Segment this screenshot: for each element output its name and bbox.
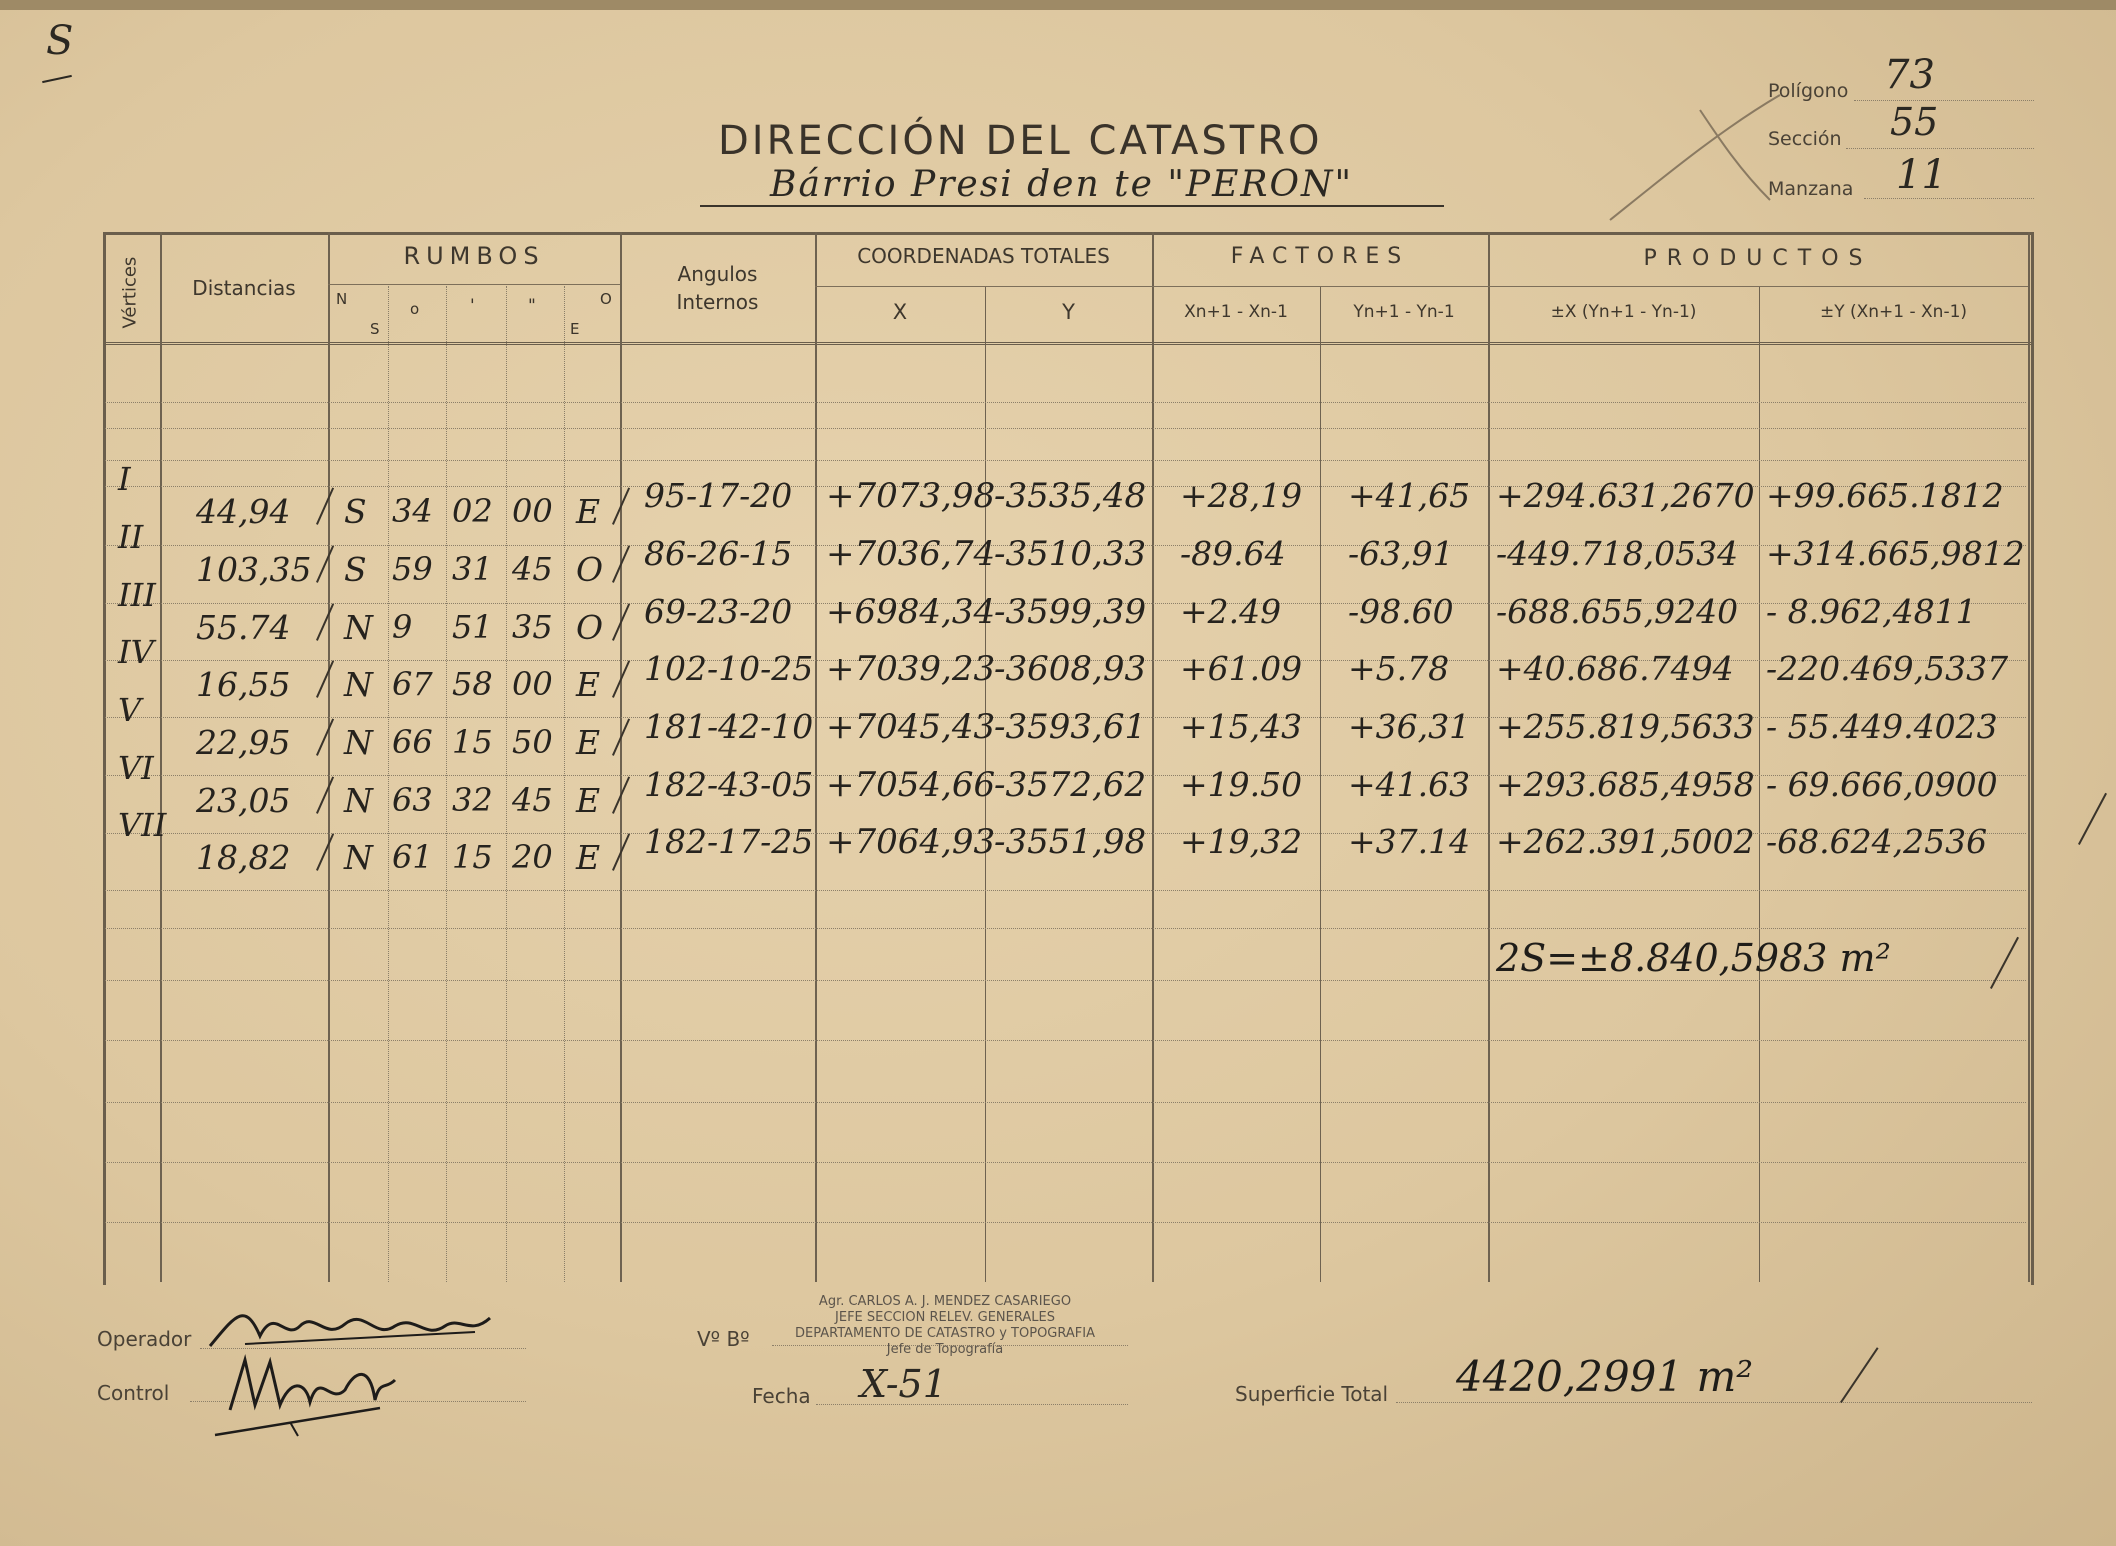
- bearing-deg-cell: 67: [392, 665, 433, 703]
- coord-x-cell: +7045,43: [826, 707, 996, 747]
- vertex-cell: III: [118, 576, 156, 614]
- ruled-line: [105, 980, 2026, 981]
- factor-x-cell: +15,43: [1180, 707, 1303, 746]
- coord-x-cell: +7039,23: [826, 649, 996, 689]
- vertex-cell: V: [118, 691, 142, 729]
- bearing-min-cell: 31: [452, 550, 493, 588]
- bearing-sec-cell: 00: [512, 492, 553, 530]
- form-subtitle: Bárrio Presi den te "PERON": [770, 164, 1354, 205]
- product-x-cell: +255.819,5633: [1496, 707, 1755, 746]
- factor-y-cell: +41.63: [1348, 765, 1471, 804]
- factor-x-cell: +19,32: [1180, 822, 1303, 861]
- corner-stroke: [42, 75, 72, 83]
- rumbos-s: S: [370, 320, 380, 338]
- bearing-eo-cell: E: [576, 838, 601, 877]
- rumbos-n: N: [336, 290, 348, 308]
- bearing-ns-cell: N: [344, 608, 373, 647]
- bearing-ns-cell: S: [344, 492, 367, 531]
- vertex-cell: IV: [118, 633, 154, 671]
- operador-label: Operador: [97, 1327, 192, 1351]
- coord-x-cell: +7036,74: [826, 534, 996, 574]
- pencil-cross-mark: [1600, 90, 1790, 230]
- rumbos-subrule: [328, 284, 620, 285]
- factores-header: FACTORES: [1230, 244, 1410, 269]
- control-signature: [210, 1350, 410, 1440]
- distance-cell: 18,82: [196, 838, 291, 877]
- vertex-cell: II: [118, 518, 144, 556]
- col-line: [620, 232, 622, 1282]
- y-header: Y: [1062, 300, 1075, 324]
- rumbos-subline: [506, 286, 507, 1282]
- py-header: ±Y (Xn+1 - Xn-1): [1819, 302, 1968, 322]
- superficie-label: Superficie Total: [1235, 1382, 1389, 1406]
- manzana-value: 11: [1896, 152, 1947, 198]
- product-x-cell: -449.718,0534: [1496, 534, 1739, 573]
- angulos-header-1: Angulos: [677, 262, 758, 286]
- bearing-ns-cell: N: [344, 781, 373, 820]
- col-line: [160, 232, 162, 1282]
- factor-y-cell: -98.60: [1348, 592, 1454, 631]
- fy-header: Yn+1 - Yn-1: [1353, 302, 1455, 322]
- stamp-line: Jefe de Topografía: [886, 1342, 1004, 1357]
- angle-cell: 102-10-25: [644, 649, 814, 688]
- bearing-eo-cell: E: [576, 665, 601, 704]
- angle-cell: 95-17-20: [644, 476, 793, 515]
- factor-x-cell: +28,19: [1180, 476, 1303, 515]
- col-line: [1320, 286, 1321, 1282]
- control-label: Control: [97, 1381, 170, 1405]
- bearing-deg-cell: 61: [392, 838, 433, 876]
- angle-cell: 69-23-20: [644, 592, 793, 631]
- paper-edge: [0, 0, 2116, 10]
- rumbos-sec: ": [528, 296, 536, 316]
- superficie-line: [1396, 1402, 2032, 1403]
- coord-x-cell: +6984,34: [826, 592, 996, 632]
- poligono-line: [1854, 100, 2034, 101]
- coord-x-cell: +7064,93: [826, 822, 996, 862]
- bearing-sec-cell: 45: [512, 781, 553, 819]
- ruled-line: [105, 928, 2026, 929]
- form-title: DIRECCIÓN DEL CATASTRO: [718, 118, 1323, 164]
- rumbos-min: ': [470, 296, 475, 316]
- check-mark: [1840, 1347, 1879, 1403]
- productos-header: PRODUCTOS: [1643, 246, 1873, 271]
- bearing-deg-cell: 63: [392, 781, 433, 819]
- angle-cell: 182-43-05: [644, 765, 814, 804]
- distance-cell: 16,55: [196, 665, 291, 704]
- coord-x-cell: +7073,98: [826, 476, 996, 516]
- vertex-cell: VII: [118, 806, 167, 844]
- bearing-eo-cell: O: [576, 550, 604, 589]
- coord-y-cell: -3608,93: [994, 649, 1147, 689]
- coord-y-cell: -3551,98: [994, 822, 1147, 862]
- group-subrule: [815, 286, 2028, 287]
- bearing-ns-cell: S: [344, 550, 367, 589]
- bearing-ns-cell: N: [344, 838, 373, 877]
- bearing-sec-cell: 50: [512, 723, 553, 761]
- product-y-cell: +99.665.1812: [1766, 476, 2004, 515]
- bearing-deg-cell: 59: [392, 550, 433, 588]
- product-y-cell: - 69.666,0900: [1766, 765, 1998, 804]
- manzana-label: Manzana: [1768, 178, 1854, 200]
- subtitle-underline: [700, 205, 1444, 207]
- factor-x-cell: +19.50: [1180, 765, 1303, 804]
- bearing-eo-cell: E: [576, 723, 601, 762]
- angle-cell: 86-26-15: [644, 534, 793, 573]
- angle-cell: 182-17-25: [644, 822, 814, 861]
- bearing-min-cell: 58: [452, 665, 493, 703]
- coord-y-cell: -3510,33: [994, 534, 1147, 574]
- angle-cell: 181-42-10: [644, 707, 814, 746]
- bearing-min-cell: 15: [452, 723, 493, 761]
- factor-y-cell: +37.14: [1348, 822, 1471, 861]
- stamp-line: JEFE SECCION RELEV. GENERALES: [835, 1310, 1055, 1325]
- bearing-deg-cell: 66: [392, 723, 433, 761]
- coord-y-cell: -3593,61: [994, 707, 1147, 747]
- distance-cell: 44,94: [196, 492, 291, 531]
- bearing-sec-cell: 35: [512, 608, 553, 646]
- distance-cell: 22,95: [196, 723, 291, 762]
- product-y-cell: - 55.449.4023: [1766, 707, 1998, 746]
- product-x-cell: -688.655,9240: [1496, 592, 1739, 631]
- factor-x-cell: +2.49: [1180, 592, 1282, 631]
- ruled-line: [105, 1102, 2026, 1103]
- header-bottom-rule: [103, 342, 2031, 345]
- vertex-cell: I: [118, 460, 131, 498]
- col-line: [815, 232, 817, 1282]
- ruled-line: [105, 402, 2026, 403]
- rumbos-header: RUMBOS: [403, 242, 545, 270]
- coord-y-cell: -3535,48: [994, 476, 1147, 516]
- product-y-cell: +314.665,9812: [1766, 534, 2025, 573]
- bearing-min-cell: 02: [452, 492, 493, 530]
- col-line: [2028, 232, 2030, 1282]
- product-x-cell: +294.631,2670: [1496, 476, 1755, 515]
- col-line: [1152, 232, 1154, 1282]
- factor-y-cell: +36,31: [1348, 707, 1471, 746]
- fecha-value: X-51: [860, 1362, 947, 1406]
- bearing-eo-cell: O: [576, 608, 604, 647]
- product-x-cell: +262.391,5002: [1496, 822, 1755, 861]
- ruled-line: [105, 460, 2026, 461]
- vertex-cell: VI: [118, 749, 154, 787]
- poligono-value: 73: [1884, 52, 1935, 98]
- distancias-header: Distancias: [192, 276, 296, 300]
- rumbos-o: O: [600, 290, 612, 308]
- stamp-line: Agr. CARLOS A. J. MENDEZ CASARIEGO: [818, 1294, 1072, 1309]
- bearing-min-cell: 51: [452, 608, 493, 646]
- bearing-eo-cell: E: [576, 492, 601, 531]
- product-y-cell: -220.469,5337: [1766, 649, 2009, 688]
- rumbos-subline: [446, 286, 447, 1282]
- ruled-line: [105, 1222, 2026, 1223]
- poligono-label: Polígono: [1768, 80, 1849, 102]
- coordenadas-header: COORDENADAS TOTALES: [857, 244, 1110, 268]
- bearing-sec-cell: 00: [512, 665, 553, 703]
- factor-y-cell: -63,91: [1348, 534, 1454, 573]
- col-line: [1488, 232, 1490, 1282]
- ruled-line: [105, 890, 2026, 891]
- ruled-line: [105, 1040, 2026, 1041]
- angulos-header-2: Internos: [676, 290, 759, 314]
- bearing-deg-cell: 34: [392, 492, 433, 530]
- operador-signature: [205, 1296, 495, 1356]
- rumbos-deg: o: [410, 300, 420, 318]
- product-y-cell: -68.624,2536: [1766, 822, 1988, 861]
- rumbos-subline: [564, 286, 565, 1282]
- seccion-line: [1846, 148, 2034, 149]
- px-header: ±X (Yn+1 - Yn-1): [1550, 302, 1697, 322]
- coord-y-cell: -3599,39: [994, 592, 1147, 632]
- coord-x-cell: +7054,66: [826, 765, 996, 805]
- rumbos-subline: [388, 286, 389, 1282]
- coord-y-cell: -3572,62: [994, 765, 1147, 805]
- col-line: [328, 232, 330, 1282]
- fecha-label: Fecha: [752, 1384, 811, 1408]
- stamp-line: DEPARTAMENTO DE CATASTRO y TOPOGRAFIA: [795, 1326, 1095, 1341]
- bearing-eo-cell: E: [576, 781, 601, 820]
- product-x-cell: +293.685,4958: [1496, 765, 1755, 804]
- distance-cell: 55.74: [196, 608, 291, 647]
- distance-cell: 23,05: [196, 781, 291, 820]
- corner-mark: S: [46, 18, 74, 64]
- superficie-value: 4420,2991 m²: [1456, 1352, 1754, 1401]
- product-y-cell: - 8.962,4811: [1766, 592, 1977, 631]
- fx-header: Xn+1 - Xn-1: [1184, 302, 1288, 322]
- check-mark: [2078, 793, 2107, 845]
- bearing-ns-cell: N: [344, 723, 373, 762]
- factor-y-cell: +5.78: [1348, 649, 1450, 688]
- bearing-sec-cell: 45: [512, 550, 553, 588]
- factor-y-cell: +41,65: [1348, 476, 1471, 515]
- bearing-min-cell: 32: [452, 781, 493, 819]
- bearing-sec-cell: 20: [512, 838, 553, 876]
- distance-cell: 103,35: [196, 550, 312, 589]
- vb-label: Vº Bº: [697, 1327, 750, 1351]
- ruled-line: [105, 1162, 2026, 1163]
- x-header: X: [892, 300, 908, 324]
- product-x-cell: +40.686.7494: [1496, 649, 1734, 688]
- seccion-value: 55: [1890, 100, 1939, 144]
- bearing-min-cell: 15: [452, 838, 493, 876]
- bearing-ns-cell: N: [344, 665, 373, 704]
- factor-x-cell: -89.64: [1180, 534, 1286, 573]
- seccion-label: Sección: [1768, 128, 1842, 150]
- vertices-header: Vértices: [119, 256, 141, 329]
- col-line: [1759, 286, 1760, 1282]
- manzana-line: [1864, 198, 2034, 199]
- rumbos-e: E: [570, 320, 580, 338]
- official-stamp: [755, 1294, 1135, 1358]
- factor-x-cell: +61.09: [1180, 649, 1303, 688]
- bearing-deg-cell: 9: [392, 608, 413, 646]
- ruled-line: [105, 428, 2026, 429]
- sum-line: 2S=±8.840,5983 m²: [1496, 936, 1891, 980]
